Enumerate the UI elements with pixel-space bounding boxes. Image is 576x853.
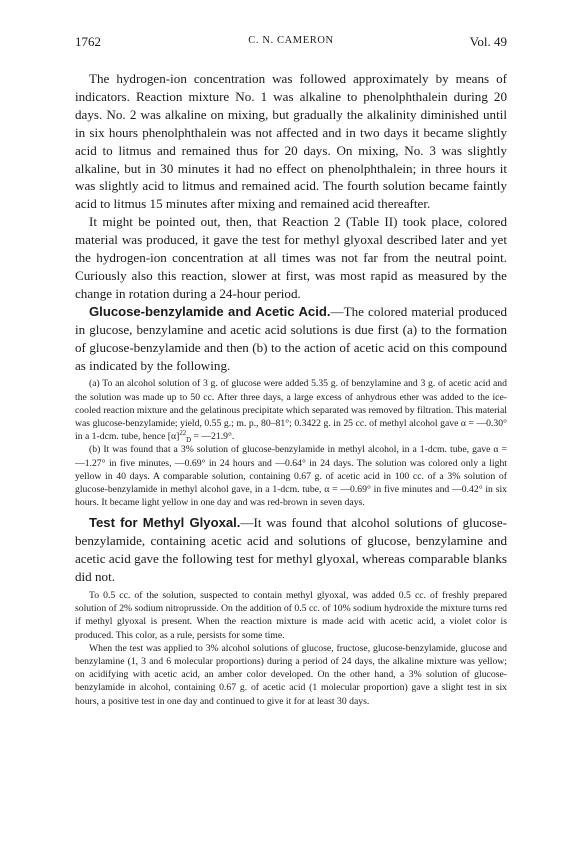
journal-volume: Vol. 49 [469, 34, 507, 49]
running-author: C. N. CAMERON [248, 35, 334, 46]
rotation-line: D [186, 437, 192, 445]
experiment-b: (b) It was found that a 3% solution of glucose-benzylamide in methyl alcohol, in a 1-dcm. tube, gave α = —1.27° in five minutes, —0.69° in 24 hours and —0.64° in 24 days. The solution was colored only a light yellow in 40 days. A comparable solution, containing 0.67 g. of acetic acid in 100 cc. of a 3% solution of glucose-benzylamide in methyl alcohol gave, in a 1-dcm. tube, α = —0.69° in five minutes and —0.42° in six hours. It became light yellow in one day and was red-brown in seven days. [75, 444, 507, 509]
experiment-a [75, 377, 507, 443]
section-text-glucose-benzylamide: —The colored material produced in glucose, benzylamine and acetic acid solutions is due first (a) to the formation of glucose-benzylamide and then (b) to the action of acetic acid on this compound as indicated by the following. [75, 303, 507, 373]
section-text-methyl-glyoxal: —It was found that alcohol solutions of glucose-benzylamide, containing acetic acid and solutions of glucose, benzylamine and acetic acid gave the following test for methyl glyoxal, whereas comparable blanks did not. [75, 515, 507, 585]
article-body [75, 70, 507, 708]
experiment-a-text: (a) To an alcohol solution of 3 g. of glucose were added 5.35 g. of benzylamine and 3 g. of acetic acid and the solution was made up to 50 cc. After three days, a large excess of anhydrous ether was added to the ice-cooled reaction mixture and the gelatinous precipitate which separated was removed by filtration. This material was glucose-benzylamide; yield, 0.55 g.; m. p., 80–81°; 0.3422 g. in 25 cc. of methyl alcohol gave α = —0.30° in a 1-dcm. tube, hence [α] [75, 378, 507, 443]
experiment-a-result: = —21.9°. [191, 431, 235, 443]
paragraph-reaction-2: It might be pointed out, then, that Reaction 2 (Table II) took place, colored material was produced, it gave the test for methyl glyoxal described later and yet the hydrogen-ion concentration at all times was not far from the neutral point. Curiously also this reaction, slower at first, was most rapid as measured by the change in rotation during a 24-hour period. [75, 214, 507, 301]
page-number: 1762 [75, 34, 101, 49]
paragraph-indicators: The hydrogen-ion concentration was followed approximately by means of indicators. Reaction mixture No. 1 was alkaline to phenolphthalein during 20 days. No. 2 was alkaline on mixing, but gradually the alkalinity diminished until in six hours phenolphthalein was not affected and in two days it became slightly acid to litmus and remained thus for 20 days. On mixing, No. 3 was slightly alkaline, but in 30 minutes it had no effect on phenolphthalein; in three hours it was slightly acid to litmus and remained acid. The fourth solution became faintly acid to litmus 15 minutes after mixing and remained acid thereafter. [75, 71, 507, 212]
running-header [75, 34, 507, 52]
paragraph-methyl-glyoxal [75, 514, 507, 586]
rotation-temperature: 22 [179, 429, 187, 437]
test-procedure: To 0.5 cc. of the solution, suspected to contain methyl glyoxal, was added 0.5 cc. of freshly prepared solution of 2% sodium nitroprusside. On the addition of 0.5 cc. of 10% sodium hydroxide the mixture turns red if methyl glyoxal is present. When the reaction mixture is made acid with acetic acid, a violet color is produced. This color, as a rule, persists for some time. [75, 590, 507, 641]
paragraph-glucose-benzylamide [75, 303, 507, 375]
section-title-methyl-glyoxal: Test for Methyl Glyoxal. [89, 515, 241, 531]
section-title-glucose-benzylamide: Glucose-benzylamide and Acetic Acid. [89, 303, 331, 319]
test-results: When the test was applied to 3% alcohol solutions of glucose, fructose, glucose-benzylamide, glucose and benzylamine (1, 3 and 6 molecular proportions) during a period of 24 days, the alkaline mixture was yellow; on acidifying with acetic acid, an amber color developed. On the other hand, a 3% solution of glucose-benzylamide in alcohol, containing 0.67 g. of acetic acid (1 molecular proportion) gave a slight test in six hours, a positive test in one day and continued to give it for at least 30 days. [75, 642, 507, 707]
